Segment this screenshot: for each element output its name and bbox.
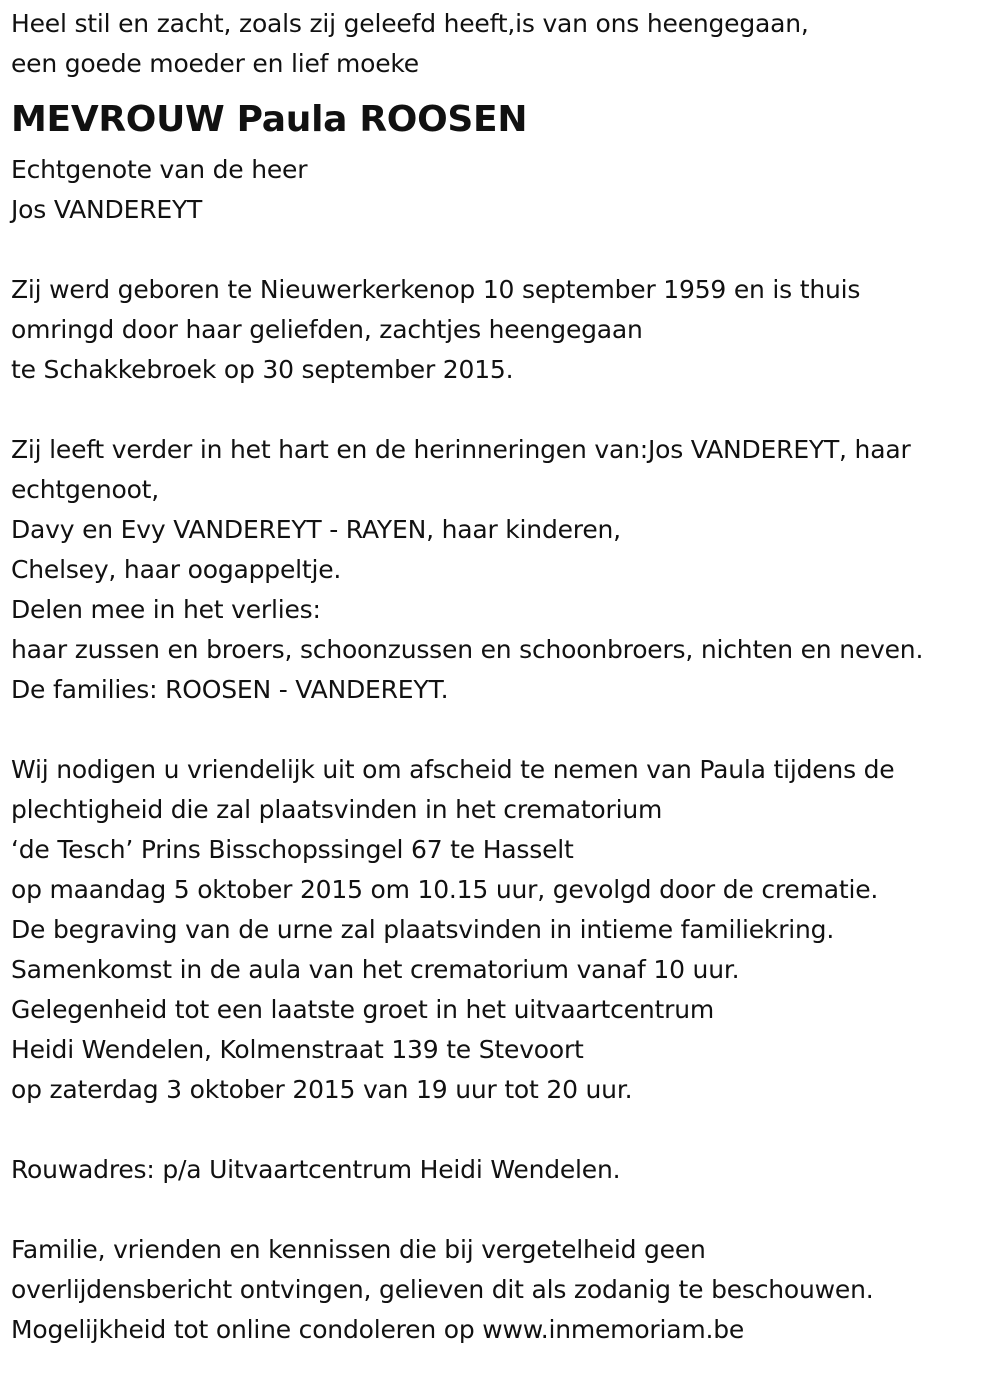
intro-line: Heel stil en zacht, zoals zij geleefd heeft,is van ons heengegaan, <box>11 9 809 38</box>
ceremony-line: Wij nodigen u vriendelijk uit om afscheid te nemen van Paula tijdens de <box>11 755 895 784</box>
closing-line: Mogelijkheid tot online condoleren op www.inmemoriam.be <box>11 1315 745 1344</box>
ceremony-line: plechtigheid die zal plaatsvinden in het crematorium <box>11 795 663 824</box>
birth-death-line: omringd door haar geliefden, zachtjes heengegaan <box>11 315 643 344</box>
ceremony-section <box>11 750 996 1110</box>
survivors-line: Davy en Evy VANDEREYT - RAYEN, haar kinderen, <box>11 515 621 544</box>
spouse-section <box>11 150 996 230</box>
survivors-line: echtgenoot, <box>11 475 160 504</box>
spacer <box>11 710 996 750</box>
ceremony-line: op maandag 5 oktober 2015 om 10.15 uur, gevolgd door de crematie. <box>11 875 879 904</box>
birth-death-line: te Schakkebroek op 30 september 2015. <box>11 355 514 384</box>
deceased-name: MEVROUW Paula ROOSEN <box>11 99 528 140</box>
ceremony-line: De begraving van de urne zal plaatsvinden in intieme familiekring. <box>11 915 835 944</box>
survivors-line: Zij leeft verder in het hart en de herinneringen van:Jos VANDEREYT, haar <box>11 435 911 464</box>
address-section <box>11 1150 996 1190</box>
spacer <box>11 1110 996 1150</box>
ceremony-line: Gelegenheid tot een laatste groet in het uitvaartcentrum <box>11 995 714 1024</box>
birth-death-line: Zij werd geboren te Nieuwerkerkenop 10 september 1959 en is thuis <box>11 275 861 304</box>
mourning-address: Rouwadres: p/a Uitvaartcentrum Heidi Wendelen. <box>11 1155 621 1184</box>
spacer <box>11 1190 996 1230</box>
obituary-notice <box>11 4 996 1350</box>
intro-section <box>11 4 996 84</box>
ceremony-line: Heidi Wendelen, Kolmenstraat 139 te Stevoort <box>11 1035 584 1064</box>
spacer <box>11 230 996 270</box>
closing-section <box>11 1230 996 1350</box>
ceremony-line: ‘de Tesch’ Prins Bisschopssingel 67 te Hasselt <box>11 835 574 864</box>
closing-line: overlijdensbericht ontvingen, gelieven dit als zodanig te beschouwen. <box>11 1275 874 1304</box>
birth-death-section <box>11 270 996 390</box>
intro-line: een goede moeder en lief moeke <box>11 49 419 78</box>
survivors-line: Delen mee in het verlies: <box>11 595 321 624</box>
ceremony-line: op zaterdag 3 oktober 2015 van 19 uur tot 20 uur. <box>11 1075 633 1104</box>
survivors-section <box>11 430 996 710</box>
survivors-line: De families: ROOSEN - VANDEREYT. <box>11 675 449 704</box>
spacer <box>11 390 996 430</box>
survivors-line: haar zussen en broers, schoonzussen en schoonbroers, nichten en neven. <box>11 635 924 664</box>
ceremony-line: Samenkomst in de aula van het crematorium vanaf 10 uur. <box>11 955 740 984</box>
spouse-line: Jos VANDEREYT <box>11 195 203 224</box>
closing-line: Familie, vrienden en kennissen die bij vergetelheid geen <box>11 1235 706 1264</box>
survivors-line: Chelsey, haar oogappeltje. <box>11 555 342 584</box>
spouse-line: Echtgenote van de heer <box>11 155 308 184</box>
